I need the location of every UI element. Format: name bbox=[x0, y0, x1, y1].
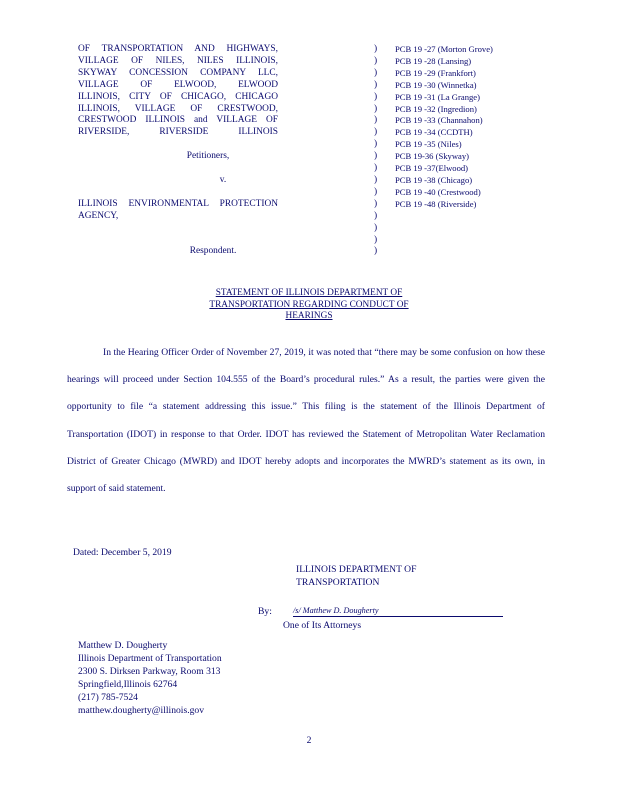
paren: ) bbox=[374, 103, 378, 114]
dated-line: Dated: December 5, 2019 bbox=[73, 547, 172, 558]
paren: ) bbox=[374, 139, 378, 150]
case-number: PCB 19 -27 (Morton Grove) bbox=[395, 44, 493, 54]
case-number: PCB 19 -34 (CCDTH) bbox=[395, 127, 473, 138]
paren: ) bbox=[374, 151, 378, 162]
case-number: PCB 19-36 (Skyway) bbox=[395, 151, 470, 162]
case-number: PCB 19 -33 (Channahon) bbox=[395, 115, 483, 126]
paren: ) bbox=[374, 163, 378, 174]
petitioner-line: RIVERSIDE, RIVERSIDE ILLINOIS bbox=[78, 127, 278, 138]
paren: ) bbox=[374, 44, 378, 54]
page-number: 2 bbox=[306, 735, 312, 746]
petitioner-line: ILLINOIS, VILLAGE OF CRESTWOOD, bbox=[78, 103, 278, 114]
title-line: TRANSPORTATION REGARDING CONDUCT OF bbox=[209, 299, 409, 310]
address-line: Springfield,Illinois 62764 bbox=[78, 678, 178, 690]
petitioner-line: OF TRANSPORTATION AND HIGHWAYS, bbox=[78, 44, 278, 54]
org-line: ILLINOIS DEPARTMENT OF bbox=[296, 564, 417, 575]
statement-body bbox=[67, 339, 545, 502]
caption-parentheses bbox=[374, 44, 377, 258]
signature-line: /s/ Matthew D. Dougherty bbox=[293, 606, 503, 617]
paren: ) bbox=[374, 67, 378, 78]
case-number: PCB 19 -29 (Frankfort) bbox=[395, 67, 476, 78]
respondent-line: AGENCY, bbox=[78, 210, 119, 221]
title-line: STATEMENT OF ILLINOIS DEPARTMENT OF bbox=[215, 288, 403, 298]
by-label: By: bbox=[258, 606, 272, 617]
paren: ) bbox=[374, 79, 378, 90]
petitioners-label: Petitioners, bbox=[186, 151, 230, 162]
case-number: PCB 19 -28 (Lansing) bbox=[395, 55, 472, 66]
petitioner-line: CRESTWOOD ILLINOIS and VILLAGE OF bbox=[78, 115, 278, 126]
case-number: PCB 19 -38 (Chicago) bbox=[395, 174, 473, 185]
body-paragraph: In the Hearing Officer Order of November 27, 2019, it was noted that “there may be some confusion on how these hearings will proceed under Section 104.555 of the Board’s procedural rules.” As a result, the parties were given the opportunity to file “a statement addressing this issue.” This filing is the statement of the Illinois Department of Transportation (IDOT) in response to that Order. IDOT has reviewed the Statement of Metropolitan Water Reclamation District of Greater Chicago (MWRD) and IDOT hereby adopts and incorporates the MWRD’s statement as its own, in support of said statement. bbox=[67, 347, 545, 495]
petitioner-line: VILLAGE OF NILES, NILES ILLINOIS, bbox=[78, 55, 278, 66]
attorney-role: One of Its Attorneys bbox=[283, 620, 362, 631]
paren: ) bbox=[374, 246, 378, 257]
paren: ) bbox=[374, 115, 378, 126]
case-number: PCB 19 -35 (Niles) bbox=[395, 139, 462, 150]
paren: ) bbox=[374, 186, 378, 197]
paren: ) bbox=[374, 210, 378, 221]
case-number: PCB 19 -48 (Riverside) bbox=[395, 198, 477, 209]
paren: ) bbox=[374, 127, 378, 138]
petitioner-line: SKYWAY CONCESSION COMPANY LLC, bbox=[78, 67, 278, 78]
title-line: HEARINGS bbox=[285, 311, 333, 321]
address-line: 2300 S. Dirksen Parkway, Room 313 bbox=[78, 665, 221, 677]
document-title bbox=[180, 288, 438, 323]
respondent-line: ILLINOIS ENVIRONMENTAL PROTECTION bbox=[78, 198, 278, 209]
case-number: PCB 19 -30 (Winnetka) bbox=[395, 79, 477, 90]
address-line: Illinois Department of Transportation bbox=[78, 652, 222, 664]
case-number: PCB 19 -31 (La Grange) bbox=[395, 91, 480, 102]
case-number: PCB 19 -40 (Crestwood) bbox=[395, 186, 481, 197]
case-number: PCB 19 -32 (Ingredion) bbox=[395, 103, 477, 114]
signing-organization bbox=[296, 563, 456, 589]
org-line: TRANSPORTATION bbox=[296, 577, 380, 588]
address-line: (217) 785-7524 bbox=[78, 691, 138, 703]
petitioner-line: VILLAGE OF ELWOOD, ELWOOD bbox=[78, 79, 278, 90]
case-number: PCB 19 -37(Elwood) bbox=[395, 163, 469, 174]
caption-parties bbox=[78, 44, 278, 258]
respondent-label: Respondent. bbox=[189, 246, 237, 257]
paren: ) bbox=[374, 55, 378, 66]
case-numbers bbox=[395, 44, 495, 211]
versus-label: v. bbox=[219, 174, 227, 185]
petitioner-line: ILLINOIS, CITY OF CHICAGO, CHICAGO bbox=[78, 91, 278, 102]
paren: ) bbox=[374, 174, 378, 185]
paren: ) bbox=[374, 91, 378, 102]
paren: ) bbox=[374, 222, 378, 233]
paren: ) bbox=[374, 234, 378, 245]
paren: ) bbox=[374, 198, 378, 209]
attorney-address-block bbox=[78, 640, 222, 717]
address-line: Matthew D. Dougherty bbox=[78, 640, 168, 651]
email-link[interactable]: matthew.dougherty@illinois.gov bbox=[78, 704, 204, 716]
